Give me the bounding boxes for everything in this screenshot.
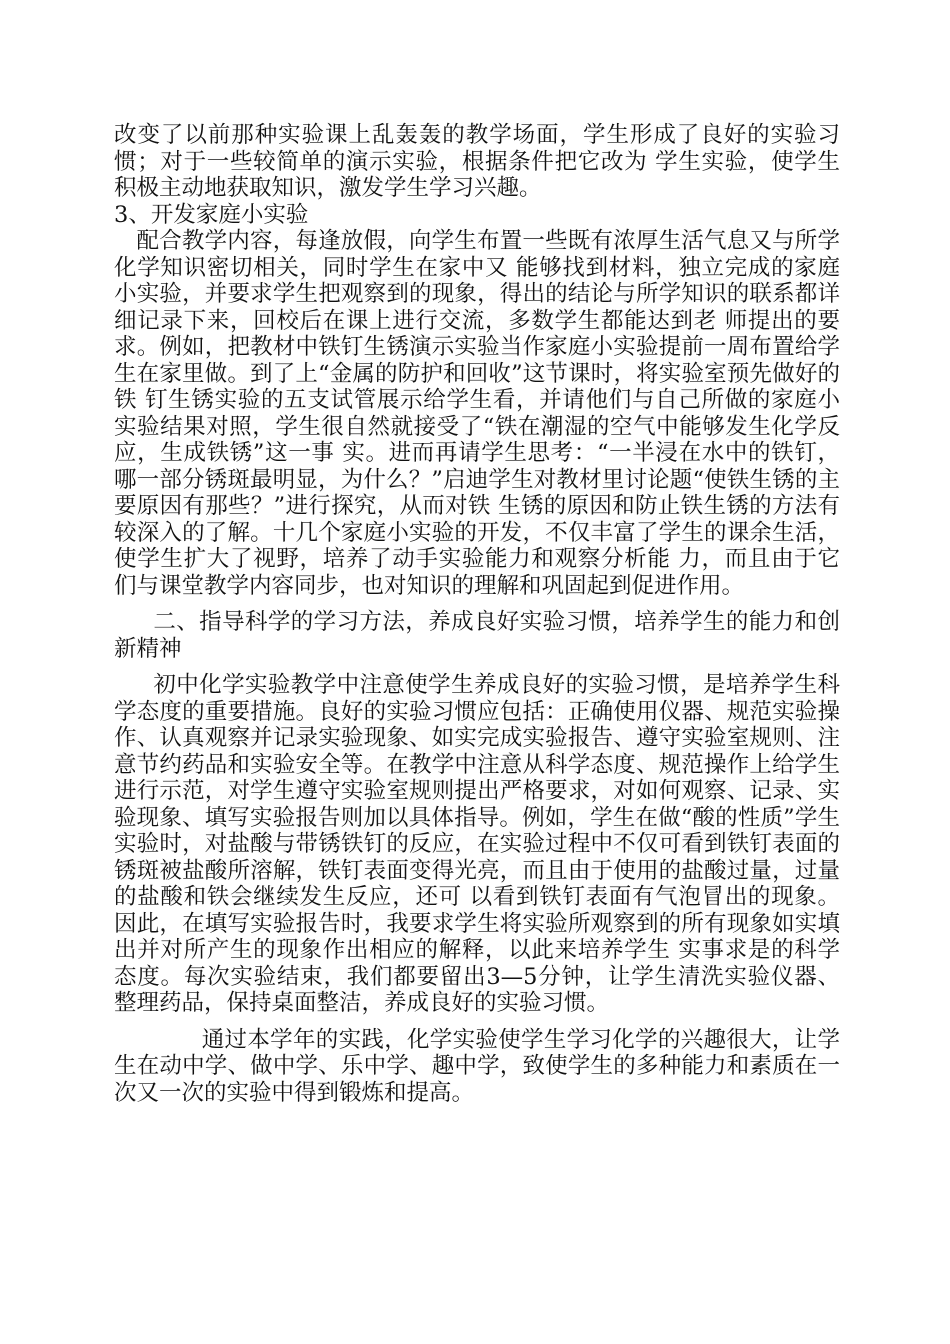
section-heading-home-experiments: 3、开发家庭小实验 [114, 201, 309, 228]
paragraph-experiment-habits: 初中化学实验教学中注意使学生养成良好的实验习惯，是培养学生科学态度的重要措施。良好的实验习惯应包括：正确使用仪器、规范实验操作、认真观察并记录实验现象、如实完成实验报告、遵守实验室规则、注意节约药品和实验安全等。在教学中注意从科学态度、规范操作上给学生 进行示范，对学生遵守实验室规则提出严格要求，对如何观察、记录、实验现象、填写实验报告则加以具体指导。例如，学生在做“酸的性质”学生实验时，对盐酸与带锈铁钉的反应，在实验过程中不仅可看到铁钉表面的锈斑被盐酸所溶解，铁钉表面变得光亮，而且由于使用的盐酸过量，过量的盐酸和铁会继续发生反应，还可 以看到铁钉表面有气泡冒出的现象。因此，在填写实验报告时，我要求学生将实验所观察到的所有现象如实填出并对所产生的现象作出相应的解释，以此来培养学生 实事求是的科学态度。每次实验结束，我们都要留出3—5分钟，让学生清洗实验仪器、整理药品，保持桌面整洁，养成良好的实验习惯。 [114, 672, 840, 1016]
paragraph-continuation: 改变了以前那种实验课上乱轰轰的教学场面，学生形成了良好的实验习惯；对于一些较简单的演示实验，根据条件把它改为 学生实验，使学生积极主动地获取知识，激发学生学习兴趣。 [114, 122, 840, 201]
paragraph-conclusion: 通过本学年的实践，化学实验使学生学习化学的兴趣很大，让学生在动中学、做中学、乐中学、趣中学，致使学生的多种能力和素质在一次又一次的实验中得到锻炼和提高。 [114, 1026, 840, 1106]
section-heading-study-methods: 二、指导科学的学习方法，养成良好实验习惯，培养学生的能力和创新精神 [114, 609, 840, 662]
document-body [114, 122, 840, 1106]
paragraph-home-experiments: 配合教学内容，每逢放假，向学生布置一些既有浓厚生活气息又与所学化学知识密切相关，同时学生在家中又 能够找到材料，独立完成的家庭小实验，并要求学生把观察到的现象，得出的结论与所学知识的联系都详细记录下来，回校后在课上进行交流，多数学生都能达到老 师提出的要求。例如，把教材中铁钉生锈演示实验当作家庭小实验提前一周布置给学生在家里做。到了上“金属的防护和回收”这节课时，将实验室预先做好的铁 钉生锈实验的五支试管展示给学生看，并请他们与自己所做的家庭小实验结果对照，学生很自然就接受了“铁在潮湿的空气中能够发生化学反应，生成铁锈”这一事 实。进而再请学生思考：“一半浸在水中的铁钉，哪一部分锈斑最明显，为什么？”启迪学生对教材里讨论题“使铁生锈的主要原因有那些？”进行探究，从而对铁 生锈的原因和防止铁生锈的方法有较深入的了解。十几个家庭小实验的开发，不仅丰富了学生的课余生活，使学生扩大了视野，培养了动手实验能力和观察分析能 力，而且由于它们与课堂教学内容同步，也对知识的理解和巩固起到促进作用。 [114, 228, 840, 599]
